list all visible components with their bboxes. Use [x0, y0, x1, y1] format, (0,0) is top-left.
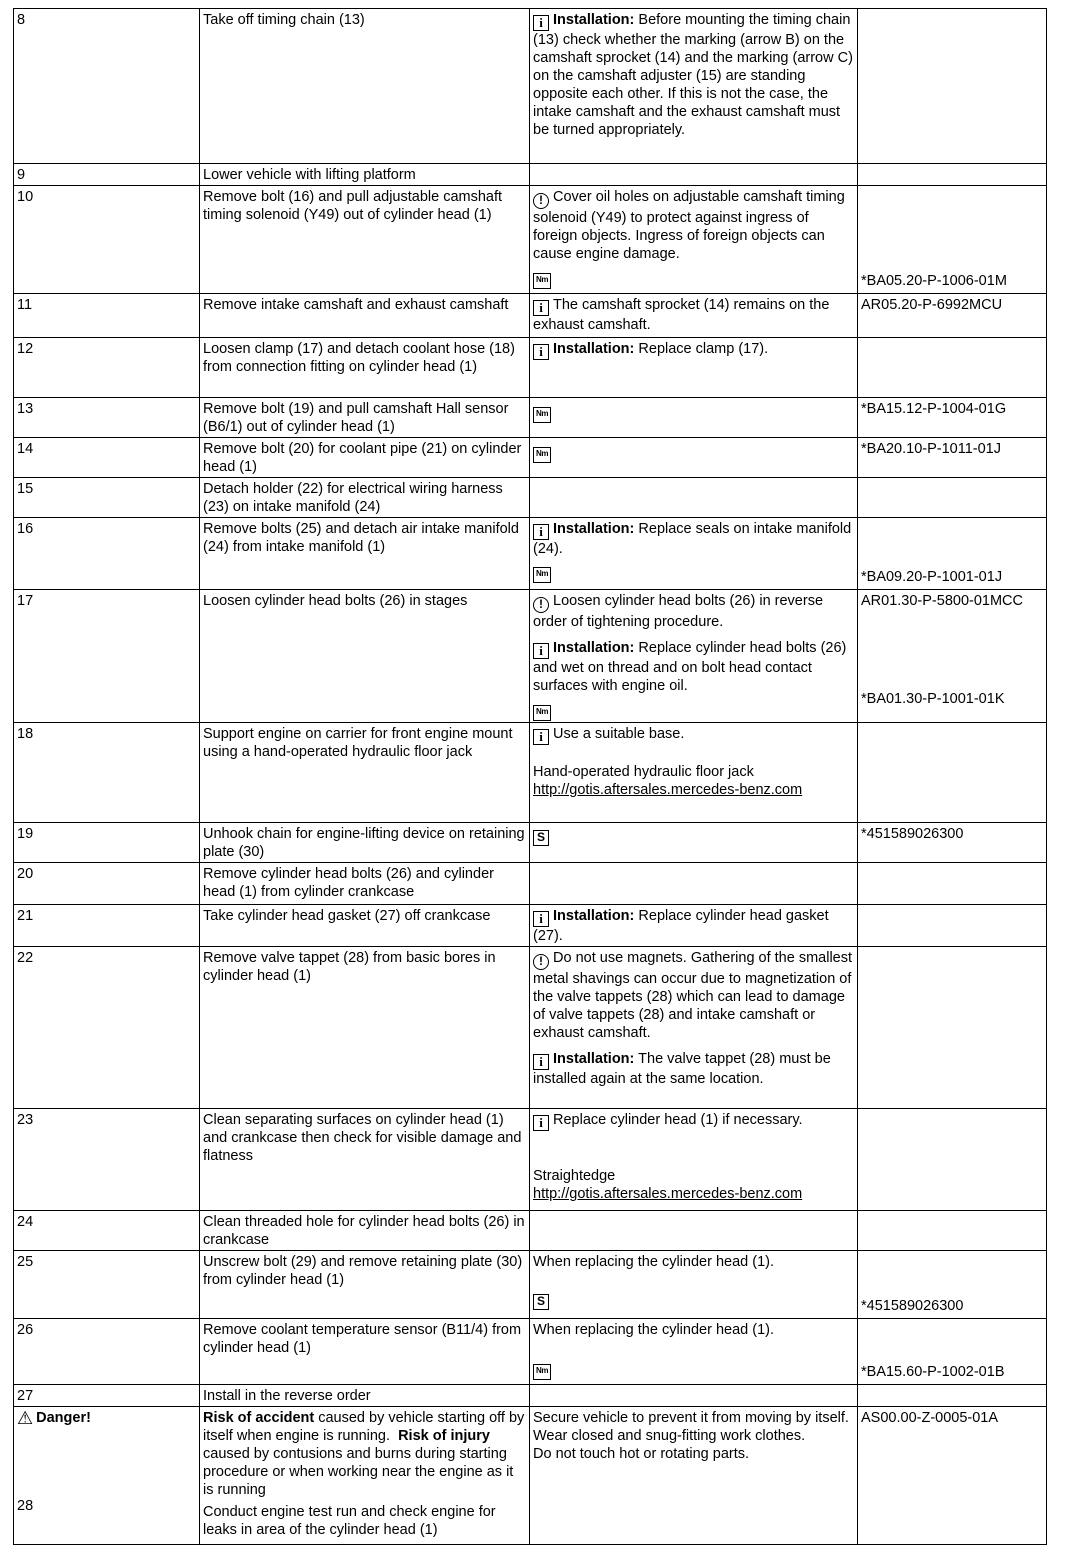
- info-icon: i: [533, 1054, 549, 1070]
- table-row: [14, 186, 1047, 294]
- table-row: [14, 9, 1047, 164]
- installation-label: Installation:: [553, 1051, 635, 1067]
- step-notes: [530, 518, 858, 590]
- step-action: Remove valve tappet (28) from basic bores in cylinder head (1): [200, 947, 530, 1109]
- step-number: 11: [14, 294, 200, 338]
- step-notes: [530, 186, 858, 294]
- step-notes: [530, 723, 858, 823]
- table-row: [14, 1385, 1047, 1407]
- note-text: Before mounting the timing chain (13) check whether the marking (arrow B) on the camshaft sprocket (14) and the marking (arrow C) on the camshaft adjuster (15) are standing opposite each other. If this is not the case, the intake camshaft and the exhaust camshaft must be turned appropriately.: [533, 12, 853, 138]
- table-row: [14, 518, 1047, 590]
- step-action: Remove bolt (19) and pull camshaft Hall sensor (B6/1) out of cylinder head (1): [200, 398, 530, 438]
- table-row: [14, 164, 1047, 186]
- danger-label: Danger!: [36, 1410, 91, 1426]
- step-number: 10: [14, 186, 200, 294]
- step-action-28: Conduct engine test run and check engine for leaks in area of the cylinder head (1): [203, 1504, 496, 1538]
- step-reference: [858, 1251, 1047, 1319]
- step-action: Remove bolts (25) and detach air intake manifold (24) from intake manifold (1): [200, 518, 530, 590]
- reference-code: *BA15.60-P-1002-01B: [861, 1364, 1005, 1380]
- risk-injury-label: Risk of injury: [398, 1428, 490, 1444]
- procedure-table: [13, 8, 1047, 1545]
- step-action: [200, 1407, 530, 1545]
- step-action: Loosen cylinder head bolts (26) in stages: [200, 590, 530, 723]
- step-number: 23: [14, 1109, 200, 1211]
- installation-label: Installation:: [553, 341, 635, 357]
- safety-note: Do not touch hot or rotating parts.: [533, 1446, 750, 1462]
- step-number: [14, 1407, 200, 1545]
- table-row: [14, 905, 1047, 947]
- step-action: Clean separating surfaces on cylinder head (1) and crankcase then check for visible damage and flatness: [200, 1109, 530, 1211]
- table-row: [14, 1251, 1047, 1319]
- step-number: 26: [14, 1319, 200, 1385]
- step-action: Lower vehicle with lifting platform: [200, 164, 530, 186]
- step-reference: AS00.00-Z-0005-01A: [858, 1407, 1047, 1545]
- step-notes: [530, 947, 858, 1109]
- installation-label: Installation:: [553, 521, 635, 537]
- info-icon: i: [533, 15, 549, 31]
- step-reference: [858, 478, 1047, 518]
- note-text: Replace cylinder head (1) if necessary.: [553, 1112, 803, 1128]
- info-text: When replacing the cylinder head (1).: [533, 1254, 774, 1270]
- warning-icon: !: [533, 193, 549, 209]
- step-reference: [858, 1211, 1047, 1251]
- risk-injury-text: caused by contusions and burns during starting procedure or when working near the engine as it is running: [203, 1446, 514, 1498]
- step-notes: [530, 164, 858, 186]
- step-reference: [858, 164, 1047, 186]
- step-number: 13: [14, 398, 200, 438]
- step-reference: [858, 947, 1047, 1109]
- step-notes: [530, 9, 858, 164]
- step-reference: [858, 9, 1047, 164]
- step-reference: [858, 905, 1047, 947]
- danger-icon: ⚠: [17, 1408, 34, 1428]
- step-action: Unscrew bolt (29) and remove retaining plate (30) from cylinder head (1): [200, 1251, 530, 1319]
- step-notes: [530, 1385, 858, 1407]
- step-number: 24: [14, 1211, 200, 1251]
- step-reference: *BA15.12-P-1004-01G: [858, 398, 1047, 438]
- step-number-28: 28: [17, 1498, 34, 1514]
- step-action: Support engine on carrier for front engine mount using a hand-operated hydraulic floor jack: [200, 723, 530, 823]
- table-row: [14, 294, 1047, 338]
- step-reference: [858, 590, 1047, 723]
- info-icon: i: [533, 300, 549, 316]
- torque-icon: Nm: [533, 1364, 551, 1380]
- step-notes: [530, 398, 858, 438]
- step-reference: [858, 863, 1047, 905]
- step-reference: [858, 1319, 1047, 1385]
- step-reference: AR05.20-P-6992MCU: [858, 294, 1047, 338]
- step-action: Remove cylinder head bolts (26) and cylinder head (1) from cylinder crankcase: [200, 863, 530, 905]
- table-row: [14, 1109, 1047, 1211]
- info-icon: i: [533, 643, 549, 659]
- info-icon: i: [533, 911, 549, 927]
- tool-name: Hand-operated hydraulic floor jack: [533, 764, 754, 780]
- table-row: [14, 723, 1047, 823]
- step-reference: [858, 1385, 1047, 1407]
- step-reference: [858, 723, 1047, 823]
- step-reference: [858, 338, 1047, 398]
- step-notes: [530, 590, 858, 723]
- note-text: Use a suitable base.: [553, 726, 685, 742]
- step-action: Remove intake camshaft and exhaust camshaft: [200, 294, 530, 338]
- reference-code: *BA09.20-P-1001-01J: [861, 569, 1003, 585]
- table-row: [14, 478, 1047, 518]
- step-notes: [530, 1319, 858, 1385]
- step-notes: [530, 823, 858, 863]
- warning-icon: !: [533, 954, 549, 970]
- info-text: When replacing the cylinder head (1).: [533, 1322, 774, 1338]
- torque-icon: Nm: [533, 567, 551, 583]
- step-notes: [530, 338, 858, 398]
- safety-note: Secure vehicle to prevent it from moving by itself.: [533, 1410, 849, 1426]
- step-action: Take off timing chain (13): [200, 9, 530, 164]
- installation-label: Installation:: [553, 12, 635, 28]
- step-number: 8: [14, 9, 200, 164]
- step-notes: [530, 1109, 858, 1211]
- tool-link[interactable]: http://gotis.aftersales.mercedes-benz.com: [533, 1186, 803, 1202]
- step-notes: [530, 1407, 858, 1545]
- safety-note: Wear closed and snug-fitting work clothes.: [533, 1428, 806, 1444]
- note-text: The valve tappet (28) must be installed again at the same location.: [533, 1051, 831, 1087]
- table-row: [14, 1407, 1047, 1545]
- torque-icon: Nm: [533, 705, 551, 721]
- step-reference: [858, 1109, 1047, 1211]
- step-action: Clean threaded hole for cylinder head bolts (26) in crankcase: [200, 1211, 530, 1251]
- step-number: 14: [14, 438, 200, 478]
- reference-code: AR01.30-P-5800-01MCC: [861, 593, 1023, 609]
- step-number: 25: [14, 1251, 200, 1319]
- info-icon: i: [533, 524, 549, 540]
- info-icon: i: [533, 729, 549, 745]
- torque-icon: Nm: [533, 447, 551, 463]
- step-reference: *451589026300: [858, 823, 1047, 863]
- step-reference: *BA20.10-P-1011-01J: [858, 438, 1047, 478]
- step-number: 12: [14, 338, 200, 398]
- step-number: 22: [14, 947, 200, 1109]
- risk-accident-text: caused by vehicle starting off by itself when engine is running.: [203, 1410, 525, 1444]
- table-row: [14, 338, 1047, 398]
- table-row: [14, 947, 1047, 1109]
- table-row: [14, 590, 1047, 723]
- table-row: [14, 1211, 1047, 1251]
- reference-code: *451589026300: [861, 1298, 964, 1314]
- note-text: Replace seals on intake manifold (24).: [533, 521, 852, 557]
- step-number: 27: [14, 1385, 200, 1407]
- torque-icon: Nm: [533, 273, 551, 289]
- step-notes: [530, 863, 858, 905]
- step-action: Remove bolt (20) for coolant pipe (21) on cylinder head (1): [200, 438, 530, 478]
- note-text: The camshaft sprocket (14) remains on the exhaust camshaft.: [533, 297, 830, 333]
- installation-label: Installation:: [553, 908, 635, 924]
- note-text: Replace clamp (17).: [638, 341, 769, 357]
- installation-label: Installation:: [553, 640, 635, 656]
- warning-icon: !: [533, 597, 549, 613]
- step-notes: [530, 1211, 858, 1251]
- note-text: Replace cylinder head bolts (26) and wet on thread and on bolt head contact surfaces with engine oil.: [533, 640, 847, 694]
- step-number: 9: [14, 164, 200, 186]
- step-number: 15: [14, 478, 200, 518]
- step-notes: [530, 905, 858, 947]
- step-action: Install in the reverse order: [200, 1385, 530, 1407]
- step-notes: [530, 294, 858, 338]
- warning-text: Loosen cylinder head bolts (26) in reverse order of tightening procedure.: [533, 593, 824, 630]
- reference-code: *BA01.30-P-1001-01K: [861, 691, 1005, 707]
- step-action: Loosen clamp (17) and detach coolant hose (18) from connection fitting on cylinder head (1): [200, 338, 530, 398]
- warning-text: Cover oil holes on adjustable camshaft timing solenoid (Y49) to protect against ingress of foreign objects. Ingress of foreign objects can cause engine damage.: [533, 189, 845, 262]
- step-action: Remove coolant temperature sensor (B11/4) from cylinder head (1): [200, 1319, 530, 1385]
- risk-accident-label: Risk of accident: [203, 1410, 315, 1426]
- step-action: Take cylinder head gasket (27) off crankcase: [200, 905, 530, 947]
- step-number: 18: [14, 723, 200, 823]
- step-number: 19: [14, 823, 200, 863]
- torque-icon: Nm: [533, 407, 551, 423]
- table-row: [14, 863, 1047, 905]
- table-row: [14, 398, 1047, 438]
- step-action: Remove bolt (16) and pull adjustable camshaft timing solenoid (Y49) out of cylinder head (1): [200, 186, 530, 294]
- reference-code: *BA05.20-P-1006-01M: [861, 273, 1007, 289]
- special-tool-icon: S: [533, 830, 549, 846]
- special-tool-icon: S: [533, 1294, 549, 1310]
- table-row: [14, 823, 1047, 863]
- step-action: Unhook chain for engine-lifting device on retaining plate (30): [200, 823, 530, 863]
- step-notes: [530, 478, 858, 518]
- tool-link[interactable]: http://gotis.aftersales.mercedes-benz.com: [533, 782, 803, 798]
- step-number: 21: [14, 905, 200, 947]
- step-action: Detach holder (22) for electrical wiring harness (23) on intake manifold (24): [200, 478, 530, 518]
- table-row: [14, 1319, 1047, 1385]
- step-number: 16: [14, 518, 200, 590]
- note-text: Replace cylinder head gasket (27).: [533, 908, 829, 944]
- table-row: [14, 438, 1047, 478]
- step-reference: [858, 518, 1047, 590]
- step-reference: [858, 186, 1047, 294]
- info-icon: i: [533, 1115, 549, 1131]
- step-number: 20: [14, 863, 200, 905]
- warning-text: Do not use magnets. Gathering of the smallest metal shavings can occur due to magnetization of the valve tappets (28) which can lead to damage of valve tappets (28) and intake camshaft or exhaust camshaft.: [533, 950, 853, 1041]
- step-notes: [530, 438, 858, 478]
- info-icon: i: [533, 344, 549, 360]
- tool-name: Straightedge: [533, 1168, 616, 1184]
- step-notes: [530, 1251, 858, 1319]
- step-number: 17: [14, 590, 200, 723]
